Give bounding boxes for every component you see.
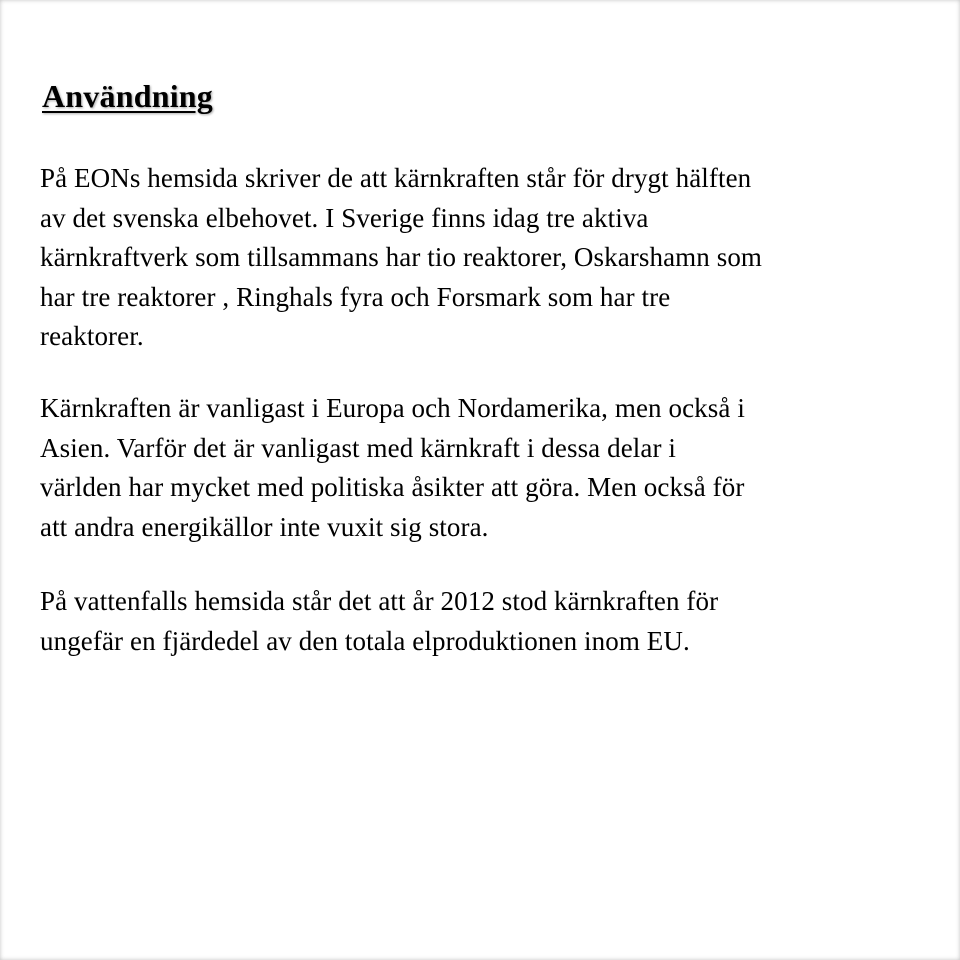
text-line: världen har mycket med politiska åsikter att göra. Men också för [40,472,745,502]
text-line: Asien. Varför det är vanligast med kärnkraft i dessa delar i [40,432,677,463]
text-line: Kärnkraften är vanligast i Europa och Nordamerika, men också i [40,393,745,423]
text-line: På EONs hemsida skriver de att kärnkraften står för drygt hälften [40,163,752,193]
text-line: av det svenska elbehovet. I Sverige finns idag tre aktiva [40,202,649,233]
paragraph-regions [40,389,940,547]
paragraph-eon-usage [40,159,940,357]
paragraph-vattenfall [40,582,940,661]
text-line: att andra energikällor inte vuxit sig stora. [40,511,489,542]
text-line: har tre reaktorer , Ringhals fyra och Forsmark som har tre [40,281,671,312]
page-title: Användning [42,78,213,114]
text-line: ungefär en fjärdedel av den totala elproduktionen inom EU. [40,625,690,656]
text-line: reaktorer. [40,321,144,351]
text-line: kärnkraftverk som tillsammans har tio reaktorer, Oskarshamn som [40,242,763,272]
text-line: På vattenfalls hemsida står det att år 2012 stod kärnkraften för [40,586,719,616]
